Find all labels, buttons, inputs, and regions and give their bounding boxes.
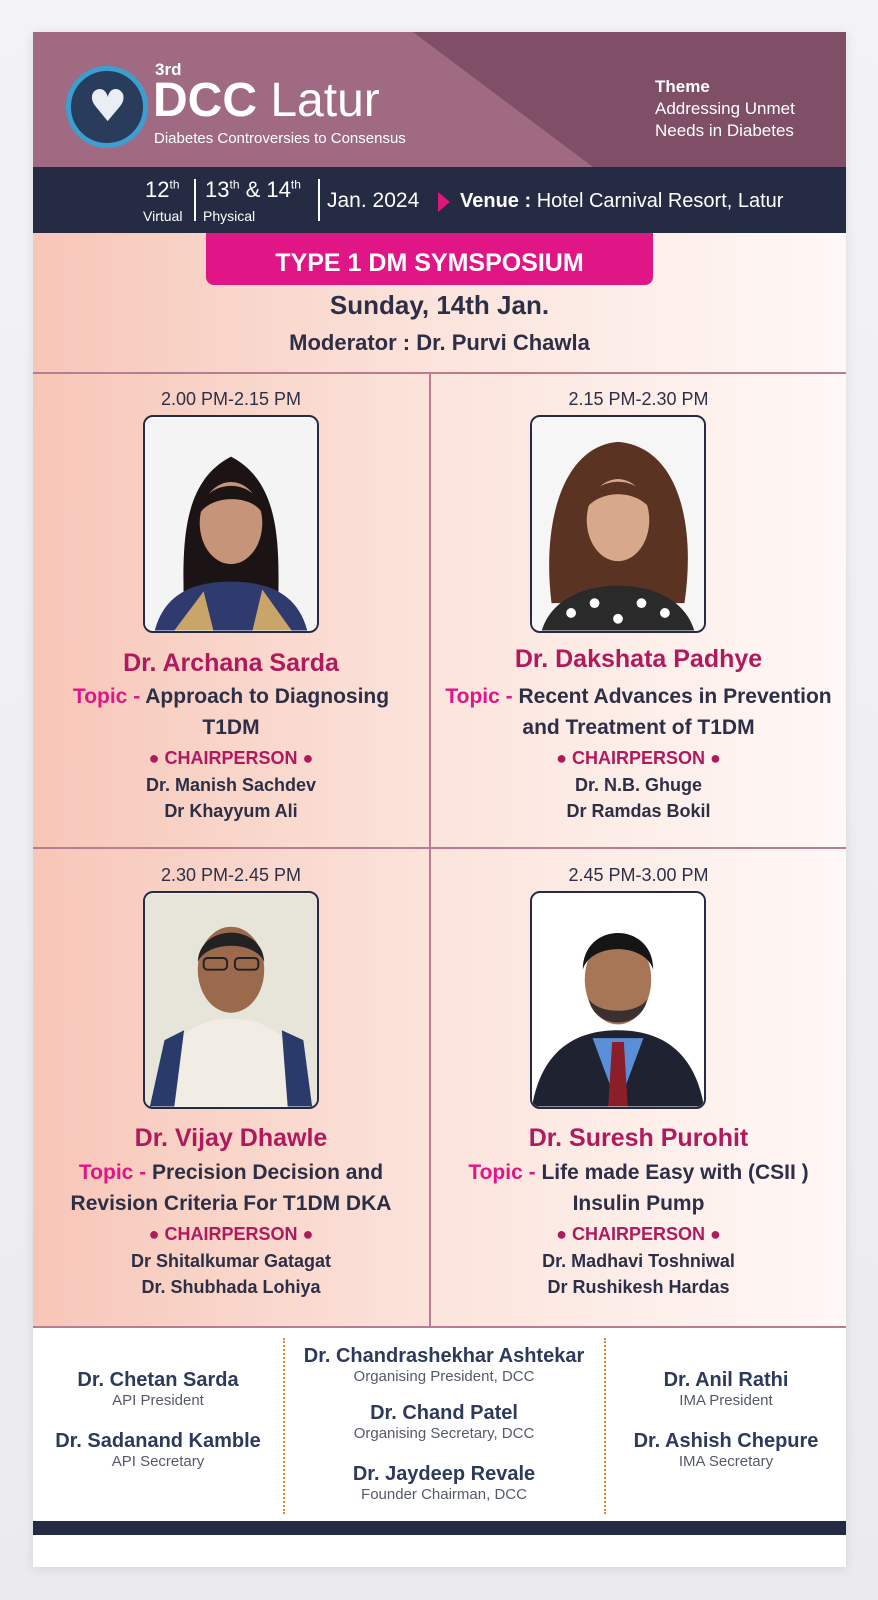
speaker-name: Dr. Suresh Purohit	[528, 1124, 749, 1152]
topic-text: Recent Advances in Prevention and Treatment of T1DM	[518, 685, 832, 739]
dcc-logo	[66, 66, 148, 148]
event-poster	[33, 32, 846, 1567]
brand-bold: DCC	[153, 74, 257, 127]
organiser-name: Dr. Chandrashekhar Ashtekar	[303, 1345, 585, 1367]
organiser-role: Founder Chairman, DCC	[361, 1486, 527, 1503]
edition-label: 3rd	[155, 60, 182, 79]
speaker-photo	[530, 415, 706, 633]
venue-value: Hotel Carnival Resort, Latur	[531, 190, 784, 212]
organiser-name: Dr. Sadanand Kamble	[55, 1430, 261, 1452]
talk-topic	[35, 1157, 427, 1219]
organiser-role: API President	[112, 1392, 204, 1409]
chairperson-name: Dr. Madhavi Toshniwal	[542, 1251, 735, 1271]
day3-suffix: th	[290, 177, 301, 192]
topic-text: Approach to Diagnosing T1DM	[145, 685, 390, 739]
brand-light: Latur	[270, 74, 380, 127]
virtual-label: Virtual	[143, 208, 183, 224]
day3-number: 14	[266, 177, 291, 202]
chairperson-name: Dr. Shubhada Lohiya	[141, 1277, 321, 1297]
organiser-api-president	[33, 1369, 283, 1409]
day2-number: 13	[205, 177, 230, 202]
topic-key: Topic -	[78, 1161, 153, 1184]
day2-suffix: th	[229, 177, 240, 192]
venue-label: Venue :	[460, 190, 532, 212]
talk-time: 2.15 PM-2.30 PM	[568, 389, 709, 409]
chairperson-label: ● CHAIRPERSON ●	[148, 1224, 314, 1244]
topic-key: Topic -	[445, 685, 519, 708]
theme-line-1: Addressing Unmet	[655, 99, 795, 118]
organiser-role: IMA President	[679, 1392, 773, 1409]
session-day: Sunday, 14th Jan.	[329, 290, 550, 320]
day-virtual	[145, 177, 180, 203]
topic-key: Topic -	[468, 1161, 542, 1184]
poster-header	[33, 32, 846, 167]
organiser-name: Dr. Chand Patel	[370, 1402, 518, 1424]
date-divider	[194, 179, 196, 221]
organiser-organising-president	[285, 1345, 603, 1385]
organiser-role: API Secretary	[111, 1453, 205, 1470]
date-venue-bar	[33, 167, 846, 233]
topic-key: Topic -	[72, 685, 146, 708]
speaker-portrait	[145, 417, 317, 631]
organiser-role: Organising Secretary, DCC	[353, 1425, 535, 1442]
days-physical	[205, 177, 301, 203]
chairperson-name: Dr Ramdas Bokil	[566, 801, 711, 821]
organiser-ima-president	[606, 1369, 846, 1409]
event-brand	[153, 74, 380, 128]
month-year: Jan. 2024	[327, 189, 420, 212]
physical-label: Physical	[203, 208, 256, 224]
organiser-role: Organising President, DCC	[353, 1368, 535, 1385]
organiser-founder-chairman	[285, 1463, 603, 1503]
chairperson-name: Dr Rushikesh Hardas	[547, 1277, 730, 1297]
session-title-banner: TYPE 1 DM SYMSPOSIUM	[206, 233, 653, 285]
day-ampersand: &	[239, 177, 267, 202]
speaker-photo	[530, 891, 706, 1109]
speaker-name: Dr. Vijay Dhawle	[134, 1124, 328, 1152]
speaker-name: Dr. Dakshata Padhye	[514, 645, 763, 673]
speaker-photo	[143, 415, 319, 633]
talk-topic	[441, 1157, 836, 1219]
day1-number: 12	[145, 177, 170, 202]
chairperson-label: ● CHAIRPERSON ●	[148, 748, 314, 768]
organiser-name: Dr. Chetan Sarda	[77, 1369, 239, 1391]
chairperson-label: ● CHAIRPERSON ●	[556, 748, 721, 768]
speaker-portrait	[532, 893, 704, 1107]
chairperson-name: Dr. Manish Sachdev	[145, 775, 317, 795]
play-arrow-icon	[438, 192, 450, 212]
talk-card	[431, 373, 846, 847]
talk-card	[33, 373, 429, 847]
topic-text: Life made Easy with (CSII ) Insulin Pump	[541, 1161, 809, 1215]
session-moderator: Moderator : Dr. Purvi Chawla	[289, 330, 590, 355]
organiser-name: Dr. Jaydeep Revale	[352, 1463, 536, 1485]
talk-card	[33, 849, 429, 1326]
talk-time: 2.30 PM-2.45 PM	[160, 865, 302, 885]
footer-divider	[604, 1338, 606, 1514]
speaker-name: Dr. Archana Sarda	[123, 649, 339, 677]
talk-topic	[441, 681, 836, 743]
date-divider	[318, 179, 320, 221]
chairperson-name: Dr Khayyum Ali	[164, 801, 298, 821]
organiser-role: IMA Secretary	[678, 1453, 774, 1470]
chairperson-label: ● CHAIRPERSON ●	[556, 1224, 721, 1244]
topic-text: Precision Decision and Revision Criteria For T1DM DKA	[70, 1161, 392, 1215]
event-tagline: Diabetes Controversies to Consensus	[154, 130, 406, 147]
talk-time: 2.00 PM-2.15 PM	[160, 389, 302, 409]
speaker-portrait	[532, 417, 704, 631]
day1-suffix: th	[169, 177, 180, 192]
talk-topic	[43, 681, 419, 743]
theme-line-2: Needs in Diabetes	[655, 121, 794, 140]
theme-label: Theme	[655, 77, 710, 96]
venue-text	[460, 190, 783, 213]
organiser-ima-secretary	[606, 1430, 846, 1470]
organiser-name: Dr. Anil Rathi	[663, 1369, 789, 1391]
pixel-heart-icon: ♥	[88, 81, 128, 132]
talk-card	[431, 849, 846, 1326]
speaker-portrait	[145, 893, 317, 1107]
footer-bar	[33, 1521, 846, 1535]
chairperson-name: Dr. N.B. Ghuge	[574, 775, 702, 795]
organiser-name: Dr. Ashish Chepure	[633, 1430, 819, 1452]
chairperson-name: Dr Shitalkumar Gatagat	[130, 1251, 332, 1271]
organiser-api-secretary	[33, 1430, 283, 1470]
theme-block	[655, 76, 795, 142]
organiser-organising-secretary	[285, 1402, 603, 1442]
speaker-photo	[143, 891, 319, 1109]
talk-time: 2.45 PM-3.00 PM	[568, 865, 709, 885]
